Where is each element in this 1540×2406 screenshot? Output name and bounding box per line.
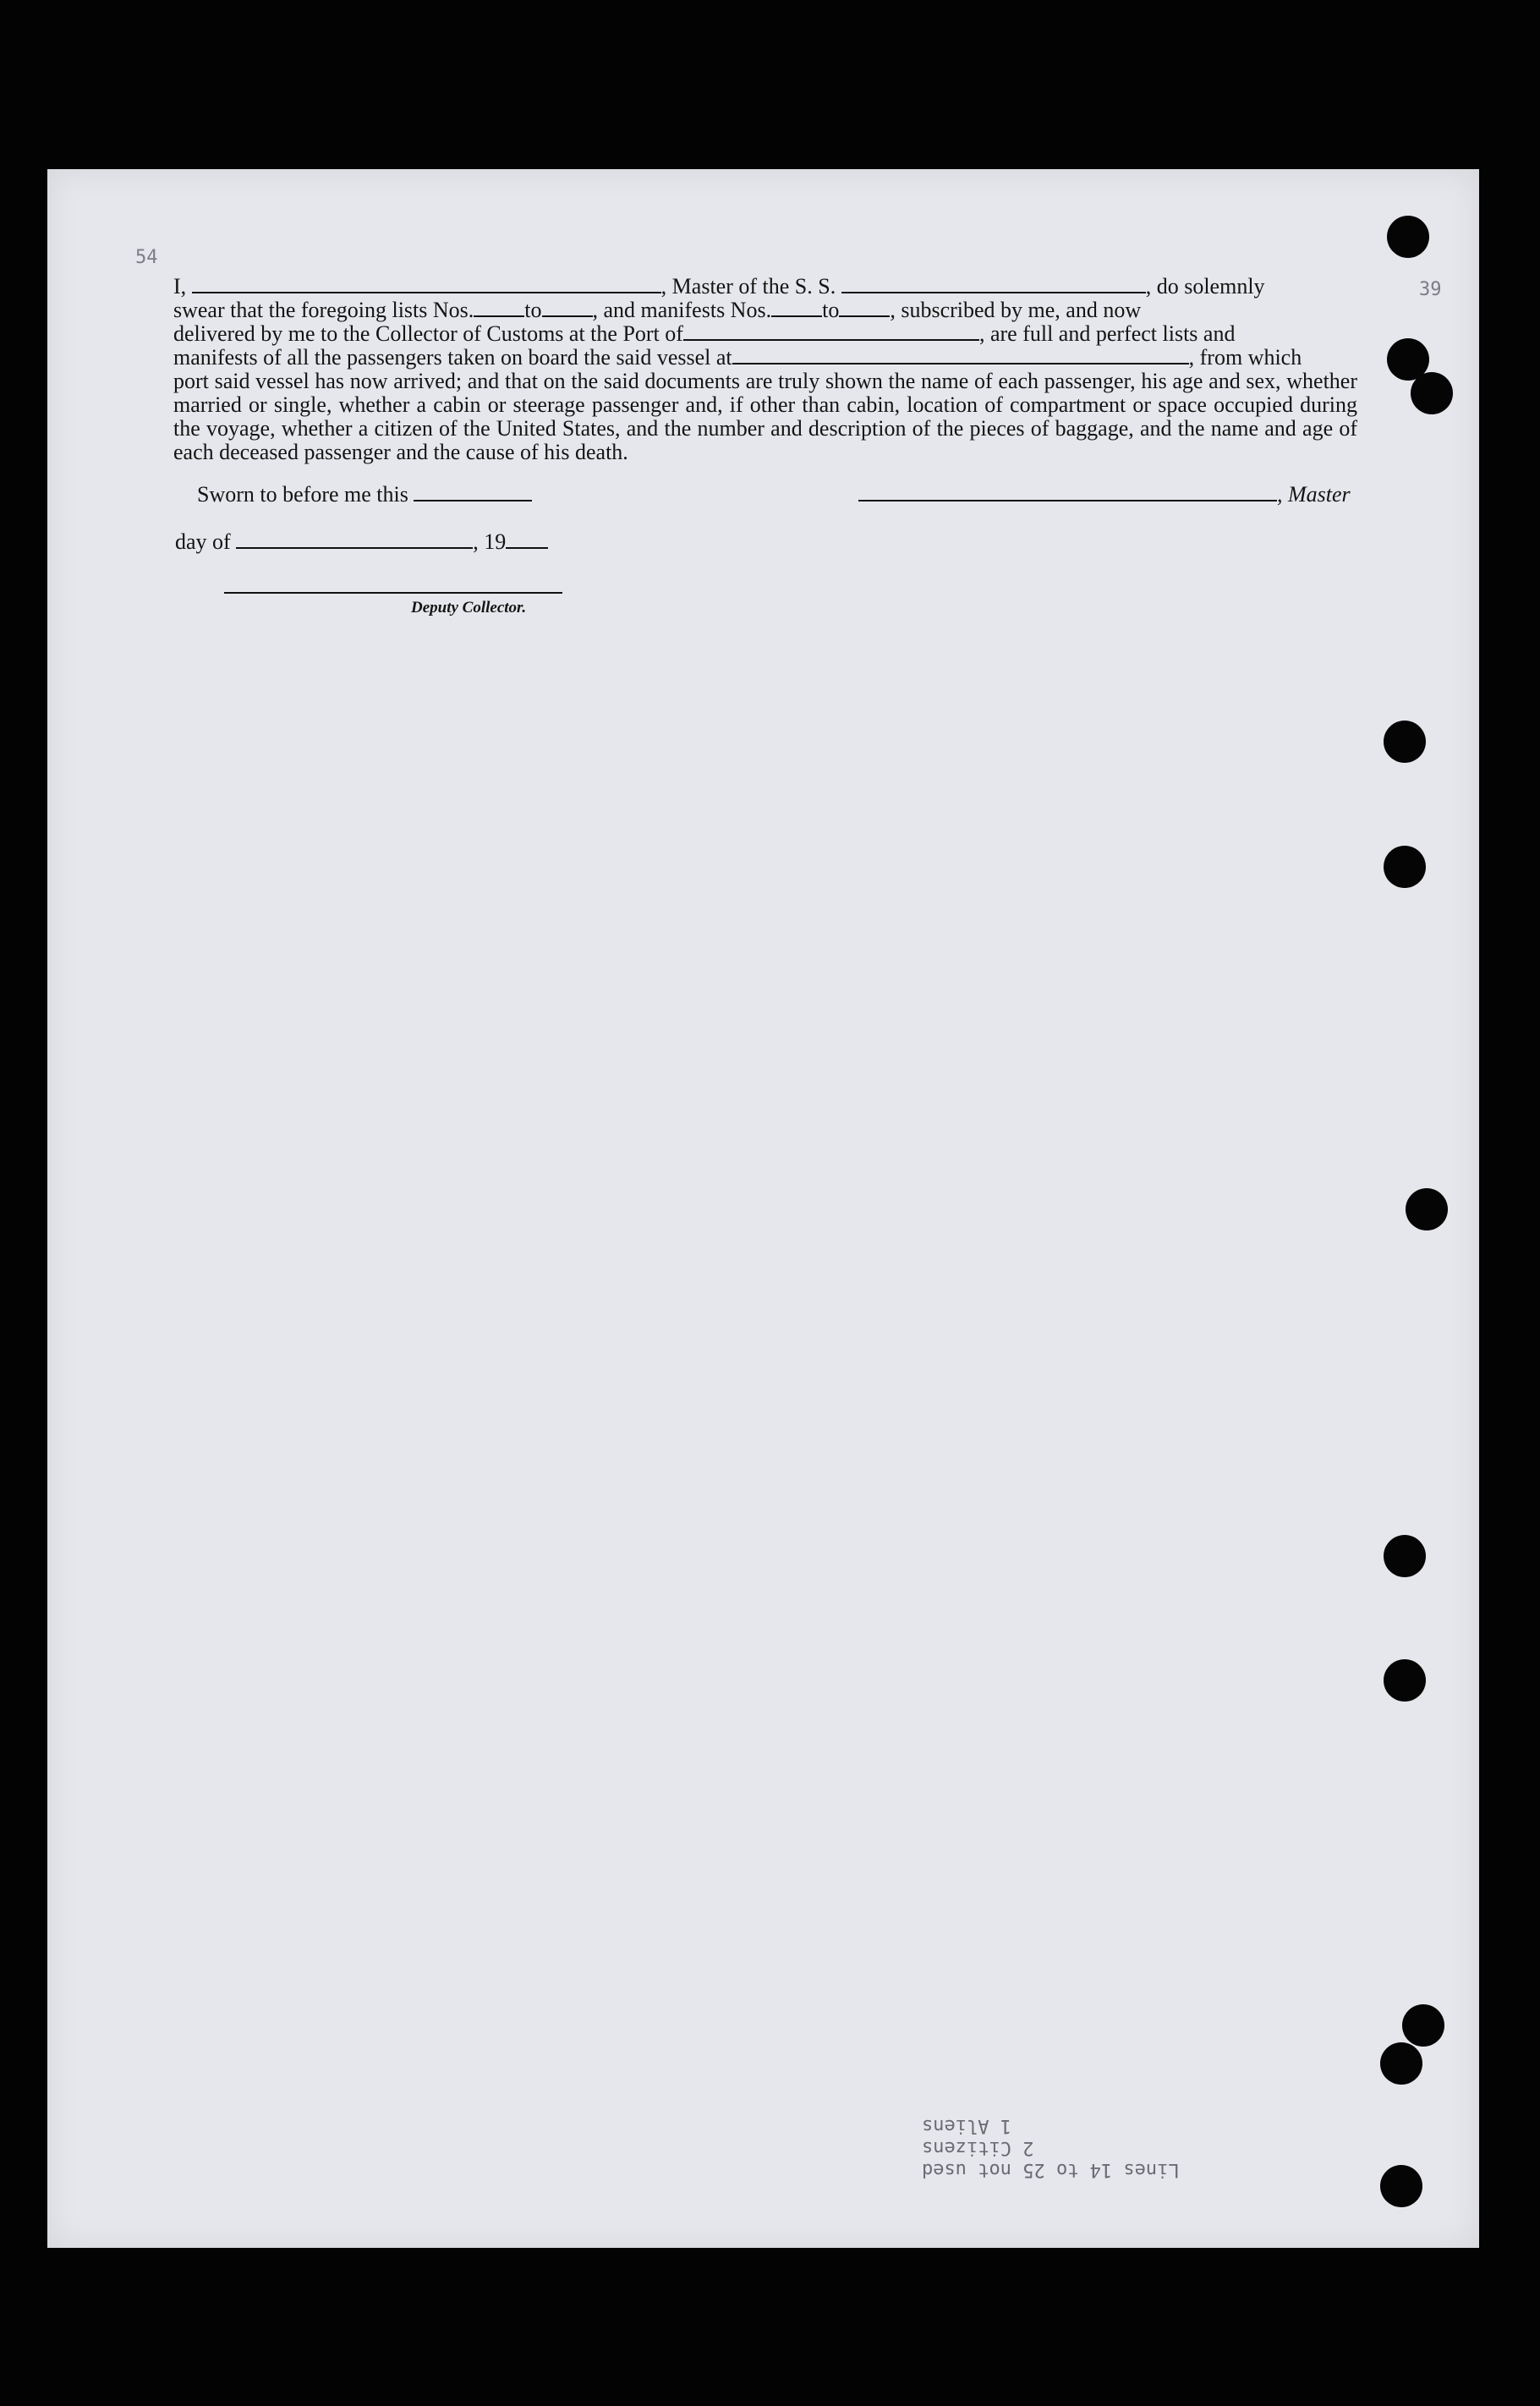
bleed-through-line: 1 Aliens (922, 2115, 1011, 2136)
oath-to-1: to (524, 298, 542, 322)
manifest-page (47, 169, 1479, 2248)
oath-and-manifests: , and manifests Nos. (592, 298, 772, 322)
bleed-through-line: 2 Citizens (922, 2137, 1034, 2158)
sworn-label: Sworn to before me this (197, 482, 408, 507)
oath-to-2: to (822, 298, 840, 322)
punch-hole (1387, 216, 1429, 258)
oath-text (173, 275, 1357, 464)
punch-hole (1402, 2004, 1444, 2047)
punch-hole (1384, 1535, 1426, 1577)
oath-full-perfect: , are full and perfect lists and (978, 321, 1236, 346)
oath-manifests-all: manifests of all the passengers taken on board the said vessel at (173, 345, 732, 370)
deputy-signature-rule (224, 592, 562, 594)
master-label: , Master (1277, 482, 1351, 507)
master-signature-line (858, 482, 1351, 507)
oath-subscribed: , subscribed by me, and now (890, 298, 1142, 322)
oath-i: I, (173, 274, 187, 299)
punch-hole (1384, 721, 1426, 763)
punch-hole (1406, 1188, 1448, 1230)
margin-mark-right: 39 (1419, 279, 1442, 300)
day-of-line (175, 529, 548, 555)
year-label: , 19 (473, 529, 507, 554)
punch-hole (1411, 372, 1453, 414)
oath-delivered: delivered by me to the Collector of Customs at the Port of (173, 321, 683, 346)
sworn-line (197, 482, 532, 507)
bleed-through-summary (922, 2114, 1311, 2180)
punch-hole (1384, 846, 1426, 888)
oath-master-of-ss: , Master of the S. S. (660, 274, 836, 299)
bleed-through-line: Lines 14 to 25 not used (922, 2159, 1180, 2180)
day-of-label: day of (175, 529, 231, 554)
oath-body: port said vessel has now arrived; and that on the said documents are truly shown the name of each passenger, his age and sex, whether married or single, whether a cabin or steerage passenger and, if other than cabin, location of compartment or space occupied during the voyage, whether a citizen of the United States, and the number and description of the pieces of baggage, and the name and age of each deceased passenger and the cause of his death. (173, 369, 1357, 464)
punch-hole (1380, 2042, 1422, 2085)
deputy-collector-label: Deputy Collector. (411, 599, 527, 617)
oath-swear: swear that the foregoing lists Nos. (173, 298, 474, 322)
oath-do-solemnly: , do solemnly (1145, 274, 1265, 299)
punch-hole (1380, 2165, 1422, 2207)
oath-from-which: , from which (1188, 345, 1302, 370)
margin-mark-left: 54 (135, 247, 158, 268)
punch-hole (1384, 1659, 1426, 1702)
